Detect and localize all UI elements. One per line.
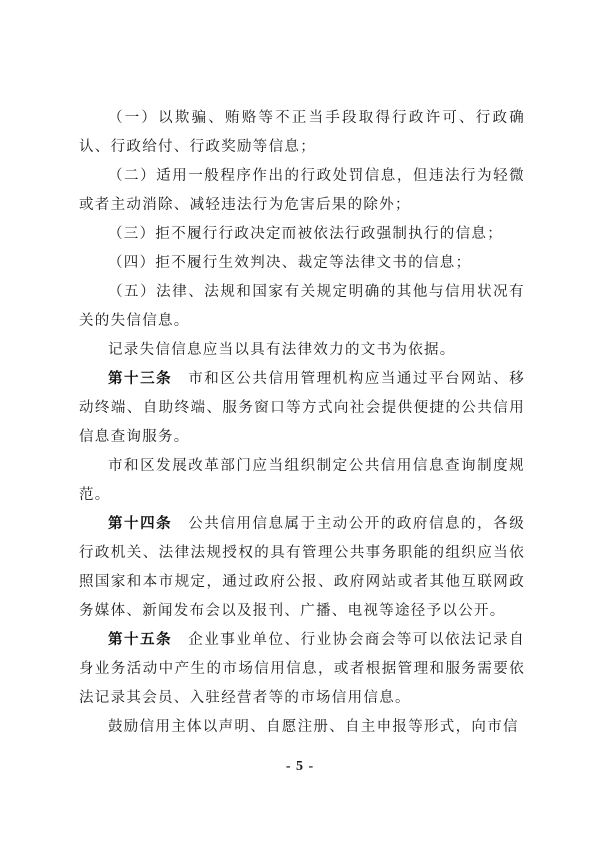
article-number: 第十五条 xyxy=(108,632,173,648)
article-14 xyxy=(79,510,525,626)
paragraph-text: （二）适用一般程序作出的行政处罚信息，但违法行为轻微或者主动消除、减轻违法行为危害后果的除外； xyxy=(79,168,525,213)
article-13 xyxy=(79,365,525,452)
paragraph-item-4 xyxy=(79,249,525,278)
paragraph-item-1 xyxy=(79,104,525,162)
article-13-paragraph-2 xyxy=(79,452,525,510)
article-number: 第十四条 xyxy=(108,516,173,532)
paragraph-item-3 xyxy=(79,220,525,249)
paragraph-item-2 xyxy=(79,162,525,220)
paragraph-text: 市和区发展改革部门应当组织制定公共信用信息查询制度规范。 xyxy=(79,458,525,503)
article-15 xyxy=(79,626,525,713)
paragraph-item-5 xyxy=(79,278,525,336)
paragraph-text: 鼓励信用主体以声明、自愿注册、自主申报等形式，向市信 xyxy=(108,719,519,735)
paragraph-text: 记录失信信息应当以具有法律效力的文书为依据。 xyxy=(108,342,456,358)
paragraph-text: 市和区公共信用管理机构应当通过平台网站、移动终端、自助终端、服务窗口等方式向社会提供便捷的公共信用信息查询服务。 xyxy=(79,371,525,445)
paragraph-text: （四）拒不履行生效判决、裁定等法律文书的信息； xyxy=(108,255,472,271)
paragraph-text: 公共信用信息属于主动公开的政府信息的，各级行政机关、法律法规授权的具有管理公共事务职能的组织应当依照国家和本市规定，通过政府公报、政府网站或者其他互联网政务媒体、新闻发布会以及报刊、广播、电视等途径予以公开。 xyxy=(79,516,525,619)
article-number: 第十三条 xyxy=(108,371,173,387)
paragraph-evidence-basis xyxy=(79,336,525,365)
paragraph-text: （五）法律、法规和国家有关规定明确的其他与信用状况有关的失信信息。 xyxy=(79,284,525,329)
paragraph-text: 企业事业单位、行业协会商会等可以依法记录自身业务活动中产生的市场信用信息，或者根据管理和服务需要依法记录其会员、入驻经营者等的市场信用信息。 xyxy=(79,632,525,706)
paragraph-text: （一）以欺骗、贿赂等不正当手段取得行政许可、行政确认、行政给付、行政奖励等信息； xyxy=(79,110,525,155)
document-body xyxy=(79,104,525,742)
article-15-paragraph-2 xyxy=(79,713,525,742)
paragraph-text: （三）拒不履行行政决定而被依法行政强制执行的信息； xyxy=(108,226,503,242)
page-number: - 5 - xyxy=(285,759,315,774)
